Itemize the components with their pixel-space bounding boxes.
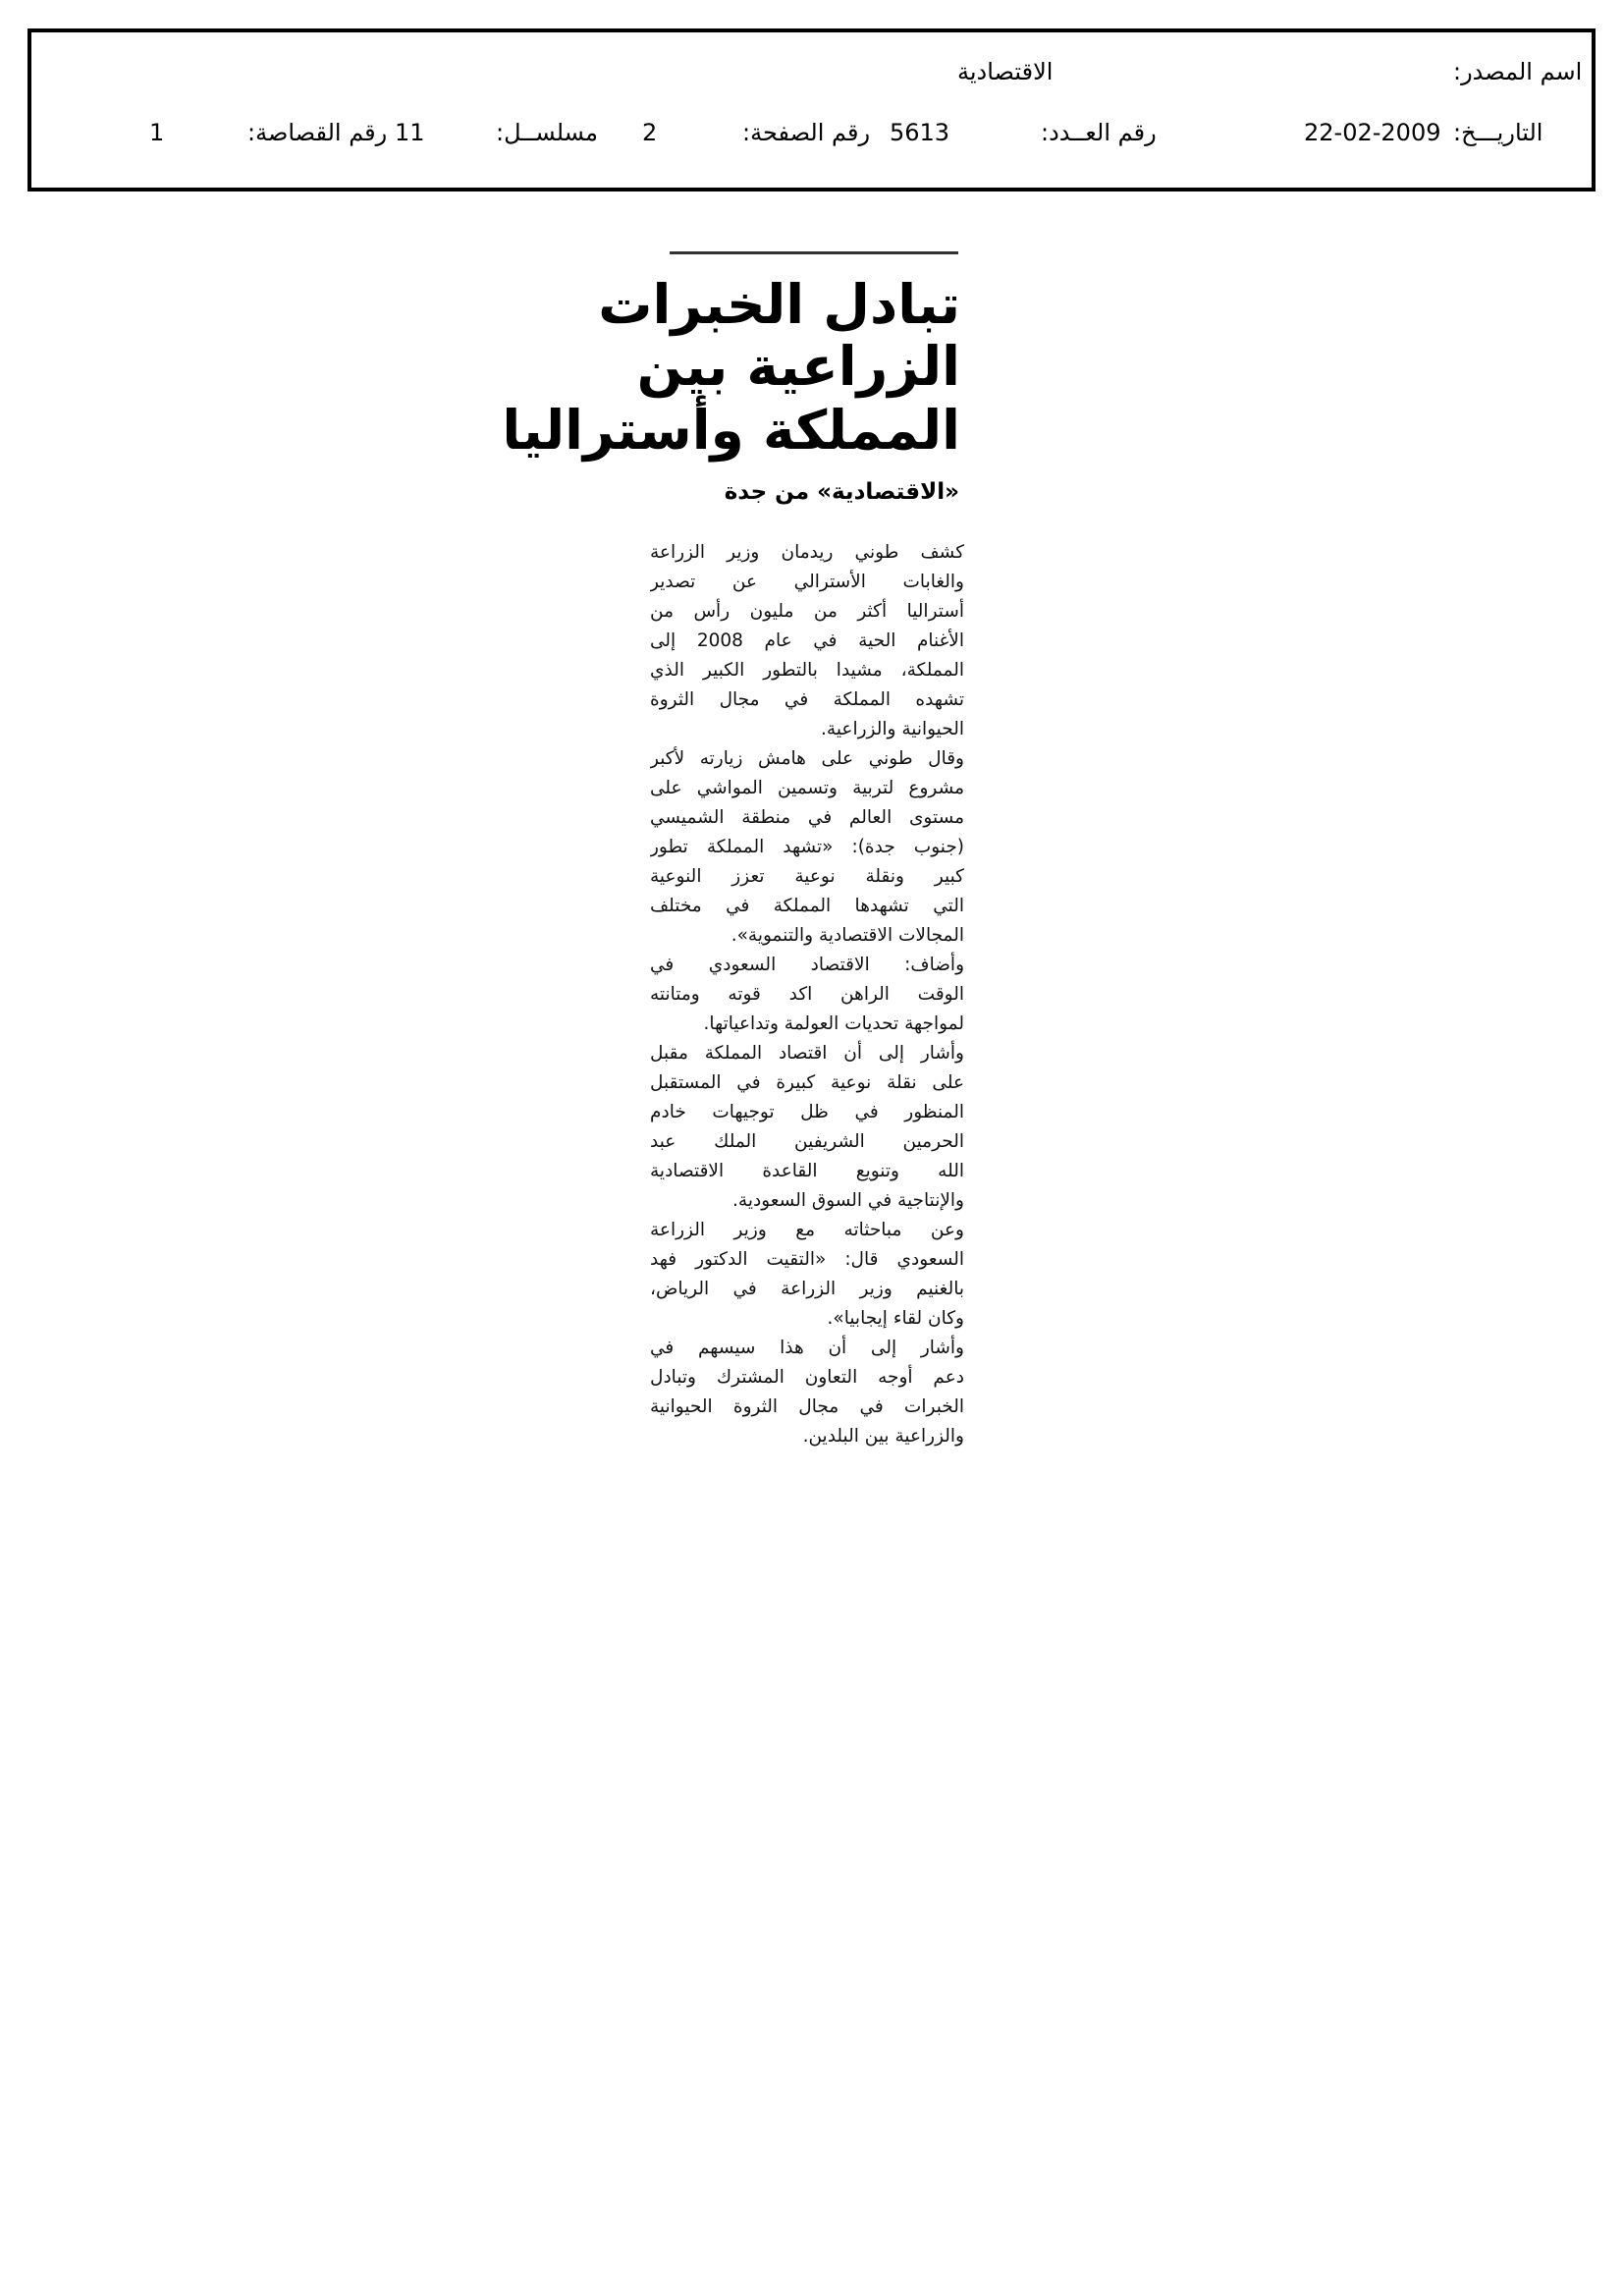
source-value: الاقتصادية: [957, 58, 1054, 85]
issue-label: رقم العــدد:: [1041, 119, 1157, 146]
article-body-line: وقال طوني على هامش زيارته لأكبر: [650, 748, 964, 769]
headline-line-1: تبادل الخبرات: [598, 273, 960, 336]
article-body-line: وأشار إلى أن اقتصاد المملكة مقبل: [650, 1043, 964, 1064]
article-body-line: بالغنيم وزير الزراعة في الرياض،: [650, 1279, 964, 1299]
article-body-line: وكان لقاء إيجابيا».: [827, 1308, 964, 1329]
article-body-line: السعودي قال: «التقيت الدكتور فهد: [650, 1249, 964, 1270]
page-label: رقم الصفحة:: [742, 119, 871, 146]
article-body-line: وعن مباحثاته مع وزير الزراعة: [650, 1220, 964, 1240]
date-label: التاريـــخ:: [1453, 119, 1543, 146]
article-body-line: والغابات الأسترالي عن تصدير: [650, 572, 964, 592]
article-body-line: الحرمين الشريفين الملك عبد: [650, 1131, 964, 1152]
article-body-line: أستراليا أكثر من مليون رأس من: [650, 601, 964, 622]
article-body-line: (جنوب جدة): «تشهد المملكة تطور: [650, 837, 964, 857]
article-body-line: الأغنام الحية في عام 2008 إلى: [650, 630, 964, 651]
article-byline: «الاقتصادية» من جدة: [724, 479, 959, 505]
headline-line-3: المملكة وأستراليا: [502, 399, 960, 462]
article-body: [650, 538, 964, 1451]
article-body-line: الخبرات في مجال الثروة الحيوانية: [650, 1396, 964, 1417]
article-body-line: وأضاف: الاقتصاد السعودي في: [650, 955, 964, 975]
article-body-line: كشف طوني ريدمان وزير الزراعة: [650, 542, 964, 563]
clipping-metadata-box: [27, 28, 1596, 191]
article-body-line: التي تشهدها المملكة في مختلف: [650, 896, 964, 916]
article-body-line: على نقلة نوعية كبيرة في المستقبل: [650, 1072, 964, 1093]
article-body-line: المجالات الاقتصادية والتنموية».: [730, 925, 964, 946]
source-label: اسم المصدر:: [1453, 58, 1583, 85]
article-body-line: والإنتاجية في السوق السعودية.: [732, 1190, 964, 1211]
date-value: 22-02-2009: [1304, 119, 1441, 146]
headline-line-2: الزراعية بين: [636, 335, 960, 398]
article-body-line: الوقت الراهن اكد قوته ومتانته: [650, 984, 964, 1005]
article-body-line: الله وتنويع القاعدة الاقتصادية: [650, 1161, 964, 1181]
article-body-line: كبير ونقلة نوعية تعزز النوعية: [650, 866, 964, 887]
article-body-line: مستوى العالم في منطقة الشميسي: [650, 807, 964, 828]
article-body-line: والزراعية بين البلدين.: [802, 1426, 964, 1447]
article-body-line: المنظور في ظل توجيهات خادم: [650, 1102, 964, 1122]
article-body-line: دعم أوجه التعاون المشترك وتبادل: [650, 1367, 964, 1388]
article-body-line: المملكة، مشيدا بالتطور الكبير الذي: [650, 660, 964, 681]
article-body-line: مشروع لتربية وتسمين المواشي على: [650, 778, 964, 798]
article-body-line: الحيوانية والزراعية.: [821, 719, 964, 739]
serial-label: مسلســل:: [496, 119, 598, 146]
article-body-line: تشهده المملكة في مجال الثروة: [650, 689, 964, 710]
page-value: 2: [642, 119, 658, 146]
clip-value: 1: [149, 119, 165, 146]
article-body-line: لمواجهة تحديات العولمة وتداعياتها.: [703, 1013, 964, 1034]
clip-label: رقم القصاصة:: [247, 119, 388, 146]
headline-rule: [670, 251, 958, 254]
article-body-line: وأشار إلى أن هذا سيسهم في: [650, 1338, 964, 1358]
issue-value: 5613: [890, 119, 950, 146]
serial-value: 11: [395, 119, 425, 146]
